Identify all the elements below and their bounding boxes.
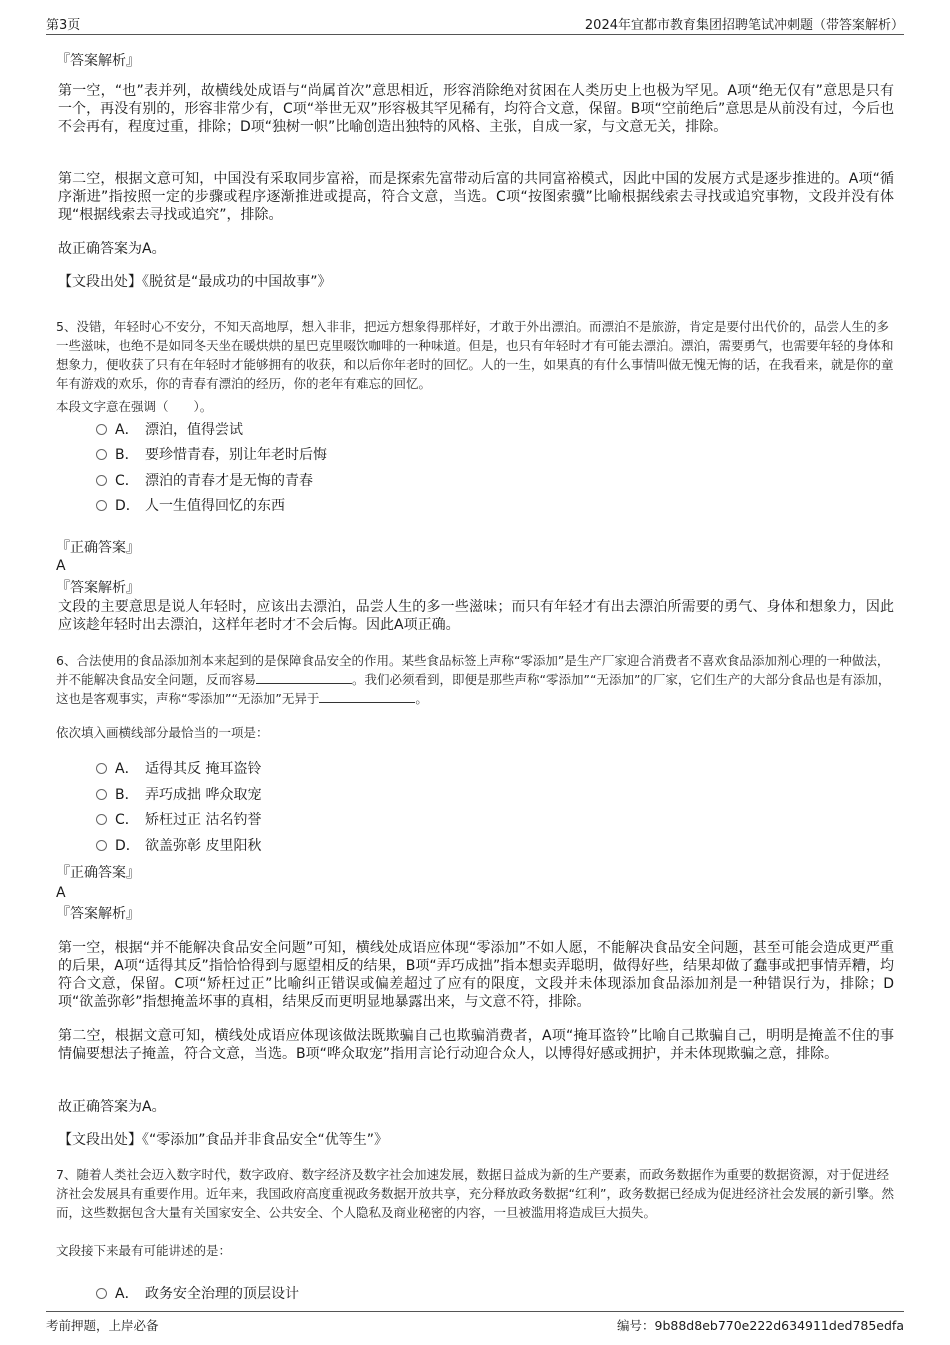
q5-answer: A <box>56 558 66 574</box>
q6-analysis-label: 『答案解析』 <box>56 906 140 922</box>
q5-answer-label: 『正确答案』 <box>56 540 140 556</box>
radio-icon[interactable] <box>96 840 107 851</box>
q4-conclusion: 故正确答案为A。 <box>58 241 166 257</box>
q6-conclusion: 故正确答案为A。 <box>58 1099 166 1115</box>
q4-analysis-label: 『答案解析』 <box>56 53 140 69</box>
q6-answer: A <box>56 885 66 901</box>
q4-analysis-para2: 第二空，根据文意可知，中国没有采取同步富裕，而是探索先富带动后富的共同富裕模式，因此中国的发展方式是逐步推进的。A项“循序渐进”指按照一定的步骤或程序逐渐推进或提高，符合文意，当选。C项“按图索骥”比喻根据线索去寻找或追究事物，文段并没有体现“根据线索去寻找或追究”，排除。 <box>58 171 894 223</box>
q4-analysis-para1: 第一空，“也”表并列，故横线处成语与“尚属首次”意思相近，形容消除绝对贫困在人类历史上也极为罕见。A项“绝无仅有”意思是只有一个，再没有别的，形容非常少有，C项“举世无双”形容极其罕见稀有，均符合文意，保留。B项“空前绝后”意思是从前没有过，今后也不会再有，程度过重，排除；D项“独树一帜”比喻创造出独特的风格、主张，自成一家，与文意无关，排除。 <box>58 83 894 135</box>
q6-option-a[interactable]: A． 适得其反 掩耳盗铃 <box>96 759 261 779</box>
q6-prompt: 依次填入画横线部分最恰当的一项是： <box>56 725 269 740</box>
q6-option-d[interactable]: D． 欲盖弥彰 皮里阳秋 <box>96 836 261 856</box>
q4-source: 【文段出处】《脱贫是“最成功的中国故事”》 <box>58 274 332 290</box>
radio-icon[interactable] <box>96 424 107 435</box>
q6-stem: 6、合法使用的食品添加剂本来起到的是保障食品安全的作用。某些食品标签上声称“零添加”是生产厂家迎合消费者不喜欢食品添加剂心理的一种做法，并不能解决食品安全问题，反而容易 。我们必须看到，即便是那些声称“零添加”“无添加”的厂家，它们生产的大部分食品也是有添加，这也是客观事实，声称“零添加”“无添加”无异于 。 <box>56 653 891 706</box>
q5-option-a[interactable]: A． 漂泊，值得尝试 <box>96 420 243 440</box>
q7-prompt: 文段接下来最有可能讲述的是： <box>56 1243 232 1258</box>
q5-analysis-label: 『答案解析』 <box>56 580 140 596</box>
radio-icon[interactable] <box>96 449 107 460</box>
radio-icon[interactable] <box>96 814 107 825</box>
q6-analysis-para2: 第二空，根据文意可知，横线处成语应体现该做法既欺骗自己也欺骗消费者，A项“掩耳盗铃”比喻自己欺骗自己，明明是掩盖不住的事情偏要想法子掩盖，符合文意，当选。B项“哗众取宠”指用言论行动迎合众人，以博得好感或拥护，并未体现欺骗之意，排除。 <box>58 1028 894 1062</box>
footer-slogan: 考前押题，上岸必备 <box>46 1318 159 1333</box>
q7-option-a[interactable]: A． 政务安全治理的顶层设计 <box>96 1284 299 1304</box>
q6-analysis-para1: 第一空，根据“并不能解决食品安全问题”可知，横线处成语应体现“零添加”不如人愿，不能解决食品安全问题，甚至可能会造成更严重的后果，A项“适得其反”指恰恰得到与愿望相反的结果，B项“弄巧成拙”指本想卖弄聪明，做得好些，结果却做了蠢事或把事情弄糟，均符合文意，保留。C项“矫枉过正”比喻纠正错误或偏差超过了应有的限度，文段并未体现添加食品添加剂是一种错误行为，排除；D项“欲盖弥彰”指想掩盖坏事的真相，结果反而更明显地暴露出来，与文意不符，排除。 <box>58 940 894 1010</box>
fill-blank-1 <box>256 671 352 684</box>
q7-stem: 7、随着人类社会迈入数字时代，数字政府、数字经济及数字社会加速发展，数据日益成为新的生产要素，而政务数据作为重要的数据资源，对于促进经济社会发展具有重要作用。近年来，我国政府高度重视政务数据开放共享，充分释放政务数据“红利”，政务数据已经成为促进经济社会发展的新引擎。然而，这些数据包含大量有关国家安全、公共安全、个人隐私及商业秘密的内容，一旦被滥用将造成巨大损失。 <box>56 1167 894 1220</box>
q5-stem: 5、没错，年轻时心不安分，不知天高地厚，想入非非，把远方想象得那样好，才敢于外出漂泊。而漂泊不是旅游，肯定是要付出代价的，品尝人生的多一些滋味，也绝不是如同冬天坐在暖烘烘的星巴克里啜饮咖啡的一种味道。但是，也只有年轻时才有可能去漂泊。漂泊，需要勇气，也需要年轻的身体和想象力，便收获了只有在年轻时才能够拥有的收获，和以后你年老时的回忆。人的一生，如果真的有什么事情叫做无愧无悔的话，在我看来，就是你的童年有游戏的欢乐，你的青春有漂泊的经历，你的老年有难忘的回忆。 <box>56 319 894 391</box>
q5-prompt: 本段文字意在强调（ ）。 <box>56 399 213 414</box>
fill-blank-2 <box>319 690 415 703</box>
radio-icon[interactable] <box>96 500 107 511</box>
page-number: 第3页 <box>46 18 81 33</box>
q6-option-b[interactable]: B． 弄巧成拙 哗众取宠 <box>96 785 261 805</box>
radio-icon[interactable] <box>96 1288 107 1299</box>
document-title: 2024年宜都市教育集团招聘笔试冲刺题（带答案解析） <box>584 18 904 33</box>
document-code: 编号：9b88d8eb770e222d634911ded785edfa <box>617 1318 904 1333</box>
page-footer <box>46 1311 904 1334</box>
q5-option-c[interactable]: C． 漂泊的青春才是无悔的青春 <box>96 471 313 491</box>
q6-answer-label: 『正确答案』 <box>56 865 140 881</box>
radio-icon[interactable] <box>96 475 107 486</box>
page-header <box>46 14 904 35</box>
q5-analysis: 文段的主要意思是说人年轻时，应该出去漂泊，品尝人生的多一些滋味；而只有年轻才有出去漂泊所需要的勇气、身体和想象力，因此应该趁年轻时出去漂泊，这样年老时才不会后悔。因此A项正确。 <box>58 599 894 633</box>
q5-option-d[interactable]: D． 人一生值得回忆的东西 <box>96 496 285 516</box>
radio-icon[interactable] <box>96 789 107 800</box>
q6-option-c[interactable]: C． 矫枉过正 沽名钓誉 <box>96 810 261 830</box>
radio-icon[interactable] <box>96 763 107 774</box>
q5-option-b[interactable]: B． 要珍惜青春，别让年老时后悔 <box>96 445 327 465</box>
q6-source: 【文段出处】《“零添加”食品并非食品安全“优等生”》 <box>58 1132 389 1148</box>
